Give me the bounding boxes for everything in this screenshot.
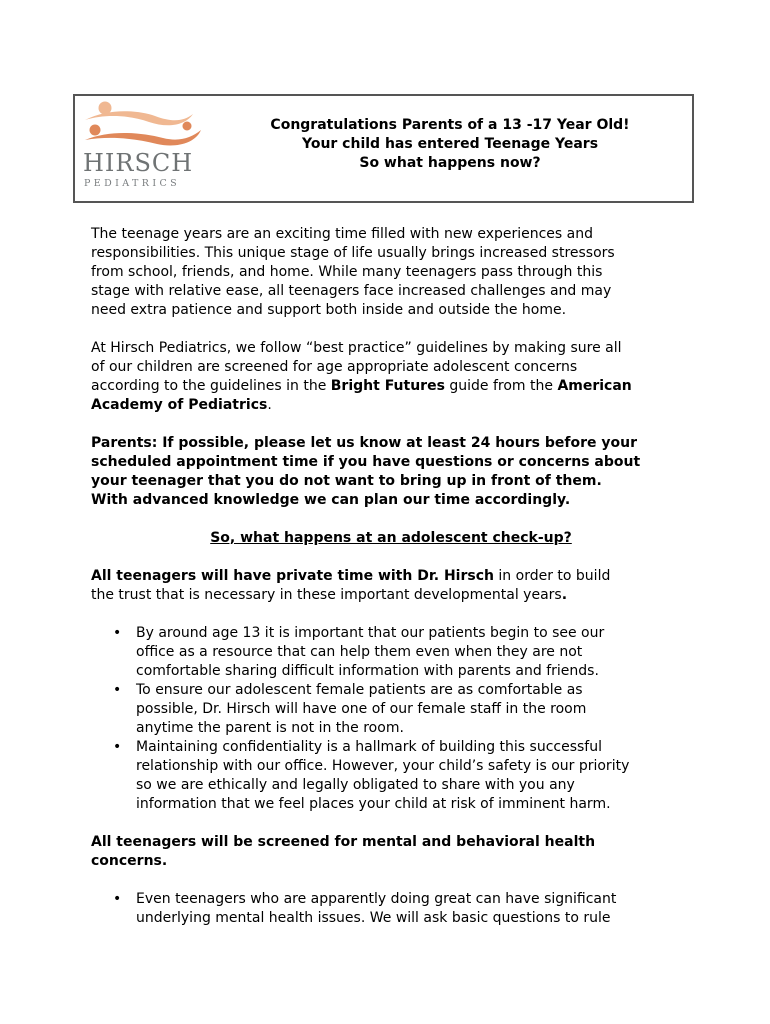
hirsch-pediatrics-logo (83, 100, 203, 192)
intro-line: The teenage years are an exciting time filled with new experiences and (91, 226, 594, 242)
bullet-icon: • (113, 682, 122, 698)
guidelines-text: according to the guidelines in the (91, 378, 331, 394)
parents-note-line: scheduled appointment time if you have questions or concerns about (91, 454, 641, 470)
guidelines-period: . (267, 397, 272, 413)
private-time-text: in order to build (493, 568, 611, 584)
academy-emphasis: Academy of Pediatrics (91, 397, 268, 413)
intro-line: from school, friends, and home. While many teenagers pass through this (91, 264, 603, 280)
header-titles (205, 116, 695, 173)
guidelines-line: of our children are screened for age appropriate adolescent concerns (91, 359, 578, 375)
bright-futures-emphasis: Bright Futures (330, 378, 445, 394)
list-item (91, 890, 691, 928)
mental-health-line: All teenagers will be screened for mental and behavioral health (91, 834, 596, 850)
logo-swoosh-icon (83, 100, 203, 148)
document-body (91, 225, 691, 947)
list-item-line: so we are ethically and legally obligated to share with you any (136, 777, 575, 793)
parents-note-line: Parents: If possible, please let us know at least 24 hours before your (91, 435, 637, 451)
american-emphasis: American (557, 378, 632, 394)
list-item-line: relationship with our office. However, your child’s safety is our priority (136, 758, 630, 774)
list-item-line: To ensure our adolescent female patients are as comfortable as (136, 682, 583, 698)
bullet-icon: • (113, 891, 122, 907)
private-time-line (91, 586, 691, 605)
intro-paragraph (91, 225, 691, 320)
intro-line: responsibilities. This unique stage of life usually brings increased stressors (91, 245, 615, 261)
guidelines-paragraph (91, 339, 691, 415)
list-item-line: Maintaining confidentiality is a hallmark of building this successful (136, 739, 602, 755)
guidelines-text: guide from the (444, 378, 558, 394)
mental-health-bullet-list (91, 890, 691, 928)
bullet-icon: • (113, 625, 122, 641)
list-item-line: possible, Dr. Hirsch will have one of our female staff in the room (136, 701, 587, 717)
private-time-line (91, 567, 691, 586)
private-time-emphasis: All teenagers will have private time with Dr. Hirsch (91, 568, 494, 584)
list-item (91, 624, 691, 681)
intro-line: stage with relative ease, all teenagers face increased challenges and may (91, 283, 612, 299)
mental-health-line: concerns. (91, 853, 168, 869)
parents-note-paragraph (91, 434, 691, 510)
list-item-line: anytime the parent is not in the room. (136, 720, 404, 736)
logo-name: HIRSCH (83, 149, 194, 177)
header-line-3: So what happens now? (359, 155, 541, 171)
guidelines-line (91, 396, 691, 415)
private-time-period: . (561, 587, 568, 603)
logo-subtitle: PEDIATRICS (84, 178, 181, 189)
list-item (91, 681, 691, 738)
list-item-line: information that we feel places your child at risk of imminent harm. (136, 796, 611, 812)
header-box (73, 94, 694, 203)
list-item-line: underlying mental health issues. We will ask basic questions to rule (136, 910, 611, 926)
guidelines-line: At Hirsch Pediatrics, we follow “best practice” guidelines by making sure all (91, 340, 622, 356)
header-line-2: Your child has entered Teenage Years (301, 136, 599, 152)
list-item-line: Even teenagers who are apparently doing great can have significant (136, 891, 617, 907)
private-time-paragraph (91, 567, 691, 605)
checkup-heading: So, what happens at an adolescent check-up? (210, 530, 572, 546)
parents-note-line: With advanced knowledge we can plan our time accordingly. (91, 492, 571, 508)
list-item-line: By around age 13 it is important that our patients begin to see our (136, 625, 605, 641)
checkup-bullet-list (91, 624, 691, 814)
list-item (91, 738, 691, 814)
list-item-line: comfortable sharing difficult information with parents and friends. (136, 663, 599, 679)
mental-health-heading (91, 833, 691, 871)
private-time-text: the trust that is necessary in these important developmental years (91, 587, 562, 603)
list-item-line: office as a resource that can help them even when they are not (136, 644, 583, 660)
parents-note-line: your teenager that you do not want to bring up in front of them. (91, 473, 602, 489)
intro-line: need extra patience and support both inside and outside the home. (91, 302, 567, 318)
guidelines-line (91, 377, 691, 396)
header-line-1: Congratulations Parents of a 13 -17 Year Old! (270, 117, 630, 133)
bullet-icon: • (113, 739, 122, 755)
